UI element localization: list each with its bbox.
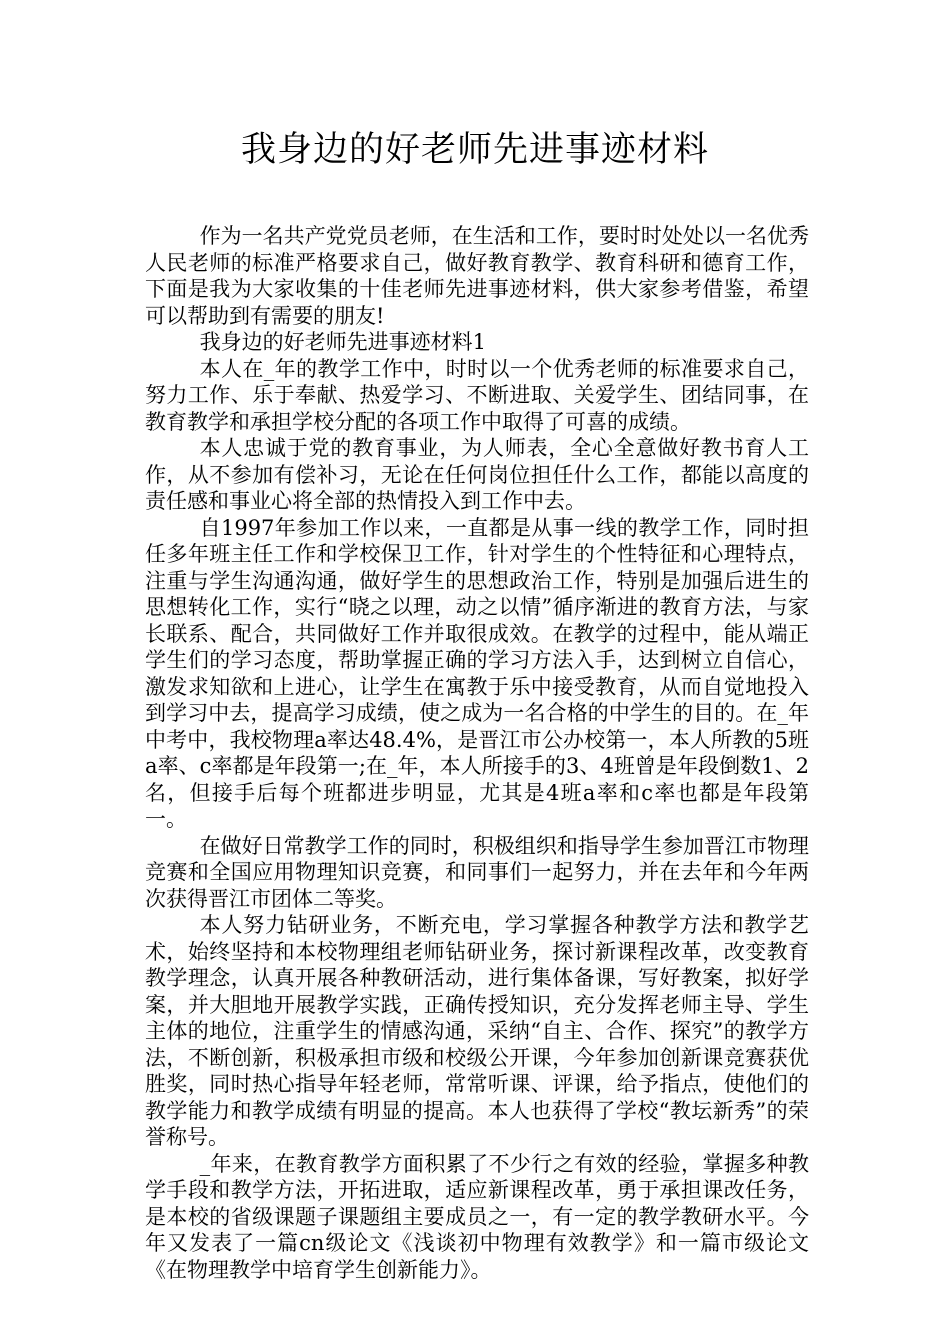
body-paragraph: 本人在_年的教学工作中，时时以一个优秀老师的标准要求自己，努力工作、乐于奉献、热爱学习、不断进取、关爱学生、团结同事，在教育教学和承担学校分配的各项工作中取得了可喜的成绩。 [145,356,809,434]
document-title: 我身边的好老师先进事迹材料 [240,130,709,170]
body-paragraph: 本人忠诚于党的教育事业，为人师表，全心全意做好教书育人工作，从不参加有偿补习，无论在任何岗位担任什么工作，都能以高度的责任感和事业心将全部的热情投入到工作中去。 [145,436,809,513]
section-heading: 我身边的好老师先进事迹材料1 [199,330,486,354]
body-paragraph: _年来，在教育教学方面积累了不少行之有效的经验，掌握多种教学手段和教学方法，开拓进取，适应新课程改革，勇于承担课改任务，是本校的省级课题子课题组主要成员之一，有一定的教学教研水平。今年又发表了一篇cn级论文《浅谈初中物理有效教学》和一篇市级论文《在物理教学中培育学生创新能力》。 [145,1151,809,1282]
body-paragraph: 自1997年参加工作以来，一直都是从事一线的教学工作，同时担任多年班主任工作和学校保卫工作，针对学生的个性特征和心理特点，注重与学生沟通沟通，做好学生的思想政治工作，特别是加强后进生的思想转化工作，实行“晓之以理，动之以情”循序渐进的教育方法，与家长联系、配合，共同做好工作并取很成效。在教学的过程中，能从端正学生们的学习态度，帮助掌握正确的学习方法入手，达到树立自信心，激发求知欲和上进心，让学生在寓教于乐中接受教育，从而自觉地投入到学习中去，提高学习成绩，使之成为一名合格的中学生的目的。在_年中考中，我校物理a率达48.4%，是晋江市公办校第一，本人所教的5班a率、c率都是年段第一;在_年，本人所接手的3、4班曾是年段倒数1、2名，但接手后每个班都进步明显，尤其是4班a率和c率也都是年段第一。 [145,515,809,831]
body-paragraph: 在做好日常教学工作的同时，积极组织和指导学生参加晋江市物理竞赛和全国应用物理知识竞赛，和同事们一起努力，并在去年和今年两次获得晋江市团体二等奖。 [145,833,809,911]
body-paragraph: 本人努力钻研业务，不断充电，学习掌握各种教学方法和教学艺术，始终坚持和本校物理组老师钻研业务，探讨新课程改革，改变教育教学理念，认真开展各种教研活动，进行集体备课，写好教案，拟好学案，并大胆地开展教学实践，正确传授知识，充分发挥老师主导、学生主体的地位，注重学生的情感沟通，采纳“自主、合作、探究”的教学方法，不断创新，积极承担市级和校级公开课，今年参加创新课竞赛获优胜奖，同时热心指导年轻老师，常常听课、评课，给予指点，使他们的教学能力和教学成绩有明显的提高。本人也获得了学校“教坛新秀”的荣誉称号。 [145,913,809,1149]
intro-paragraph: 作为一名共产党党员老师，在生活和工作，要时时处处以一名优秀人民老师的标准严格要求自己，做好教育教学、教育科研和德育工作，下面是我为大家收集的十佳老师先进事迹材料，供大家参考借鉴，希望可以帮助到有需要的朋友! [145,224,809,328]
document-body [145,223,809,1283]
